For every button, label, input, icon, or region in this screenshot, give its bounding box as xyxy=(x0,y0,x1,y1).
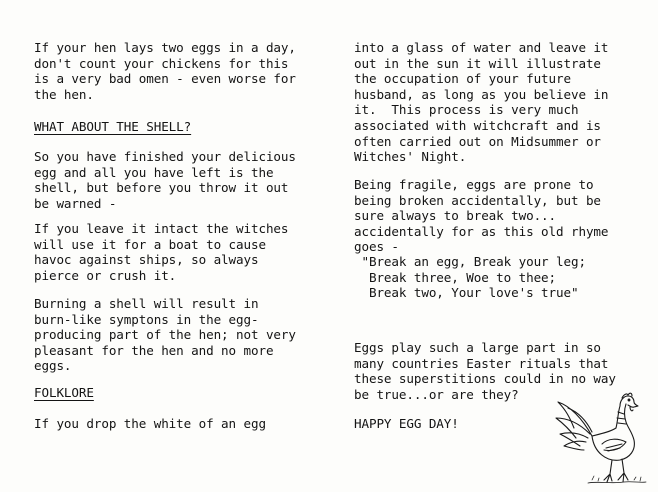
paragraph-easter-rituals: Eggs play such a large part in so many countries Easter rituals that these superstitions could in no way be true...or are they? xyxy=(354,340,616,402)
rooster-icon xyxy=(552,388,648,488)
heading-folklore: FOLKLORE xyxy=(34,385,94,400)
paragraph-fragile-eggs: Being fragile, eggs are prone to being broken accidentally, but be sure always to break two... accidentally for as this old rhyme goes - xyxy=(354,177,609,255)
closing-happy-egg-day: HAPPY EGG DAY! xyxy=(354,416,459,431)
paragraph-burning-shell: Burning a shell will result in burn-like symptons in the egg- producing part of the hen; not very pleasant for the hen and no more eggs. xyxy=(34,296,296,374)
paragraph-double-yolk: If your hen lays two eggs in a day, don't count your chickens for this is a very bad omen - even worse for the hen. xyxy=(34,40,296,102)
rhyme-verse: "Break an egg, Break your leg; Break three, Woe to thee; Break two, Your love's true" xyxy=(361,254,586,301)
paragraph-witches-boat: If you leave it intact the witches will use it for a boat to cause havoc against ships, so always pierce or crush it. xyxy=(34,221,289,283)
paragraph-glass-of-water: into a glass of water and leave it out in the sun it will illustrate the occupation of your future husband, as long as you believe in it. This process is very much associated with witchcraft and is often carried out on Midsummer or Witches' Night. xyxy=(354,40,609,165)
heading-what-about-the-shell: WHAT ABOUT THE SHELL? xyxy=(34,119,192,134)
paragraph-drop-white: If you drop the white of an egg xyxy=(34,416,266,431)
paragraph-finished-egg: So you have finished your delicious egg and all you have left is the shell, but before you throw it out be warned - xyxy=(34,149,296,211)
